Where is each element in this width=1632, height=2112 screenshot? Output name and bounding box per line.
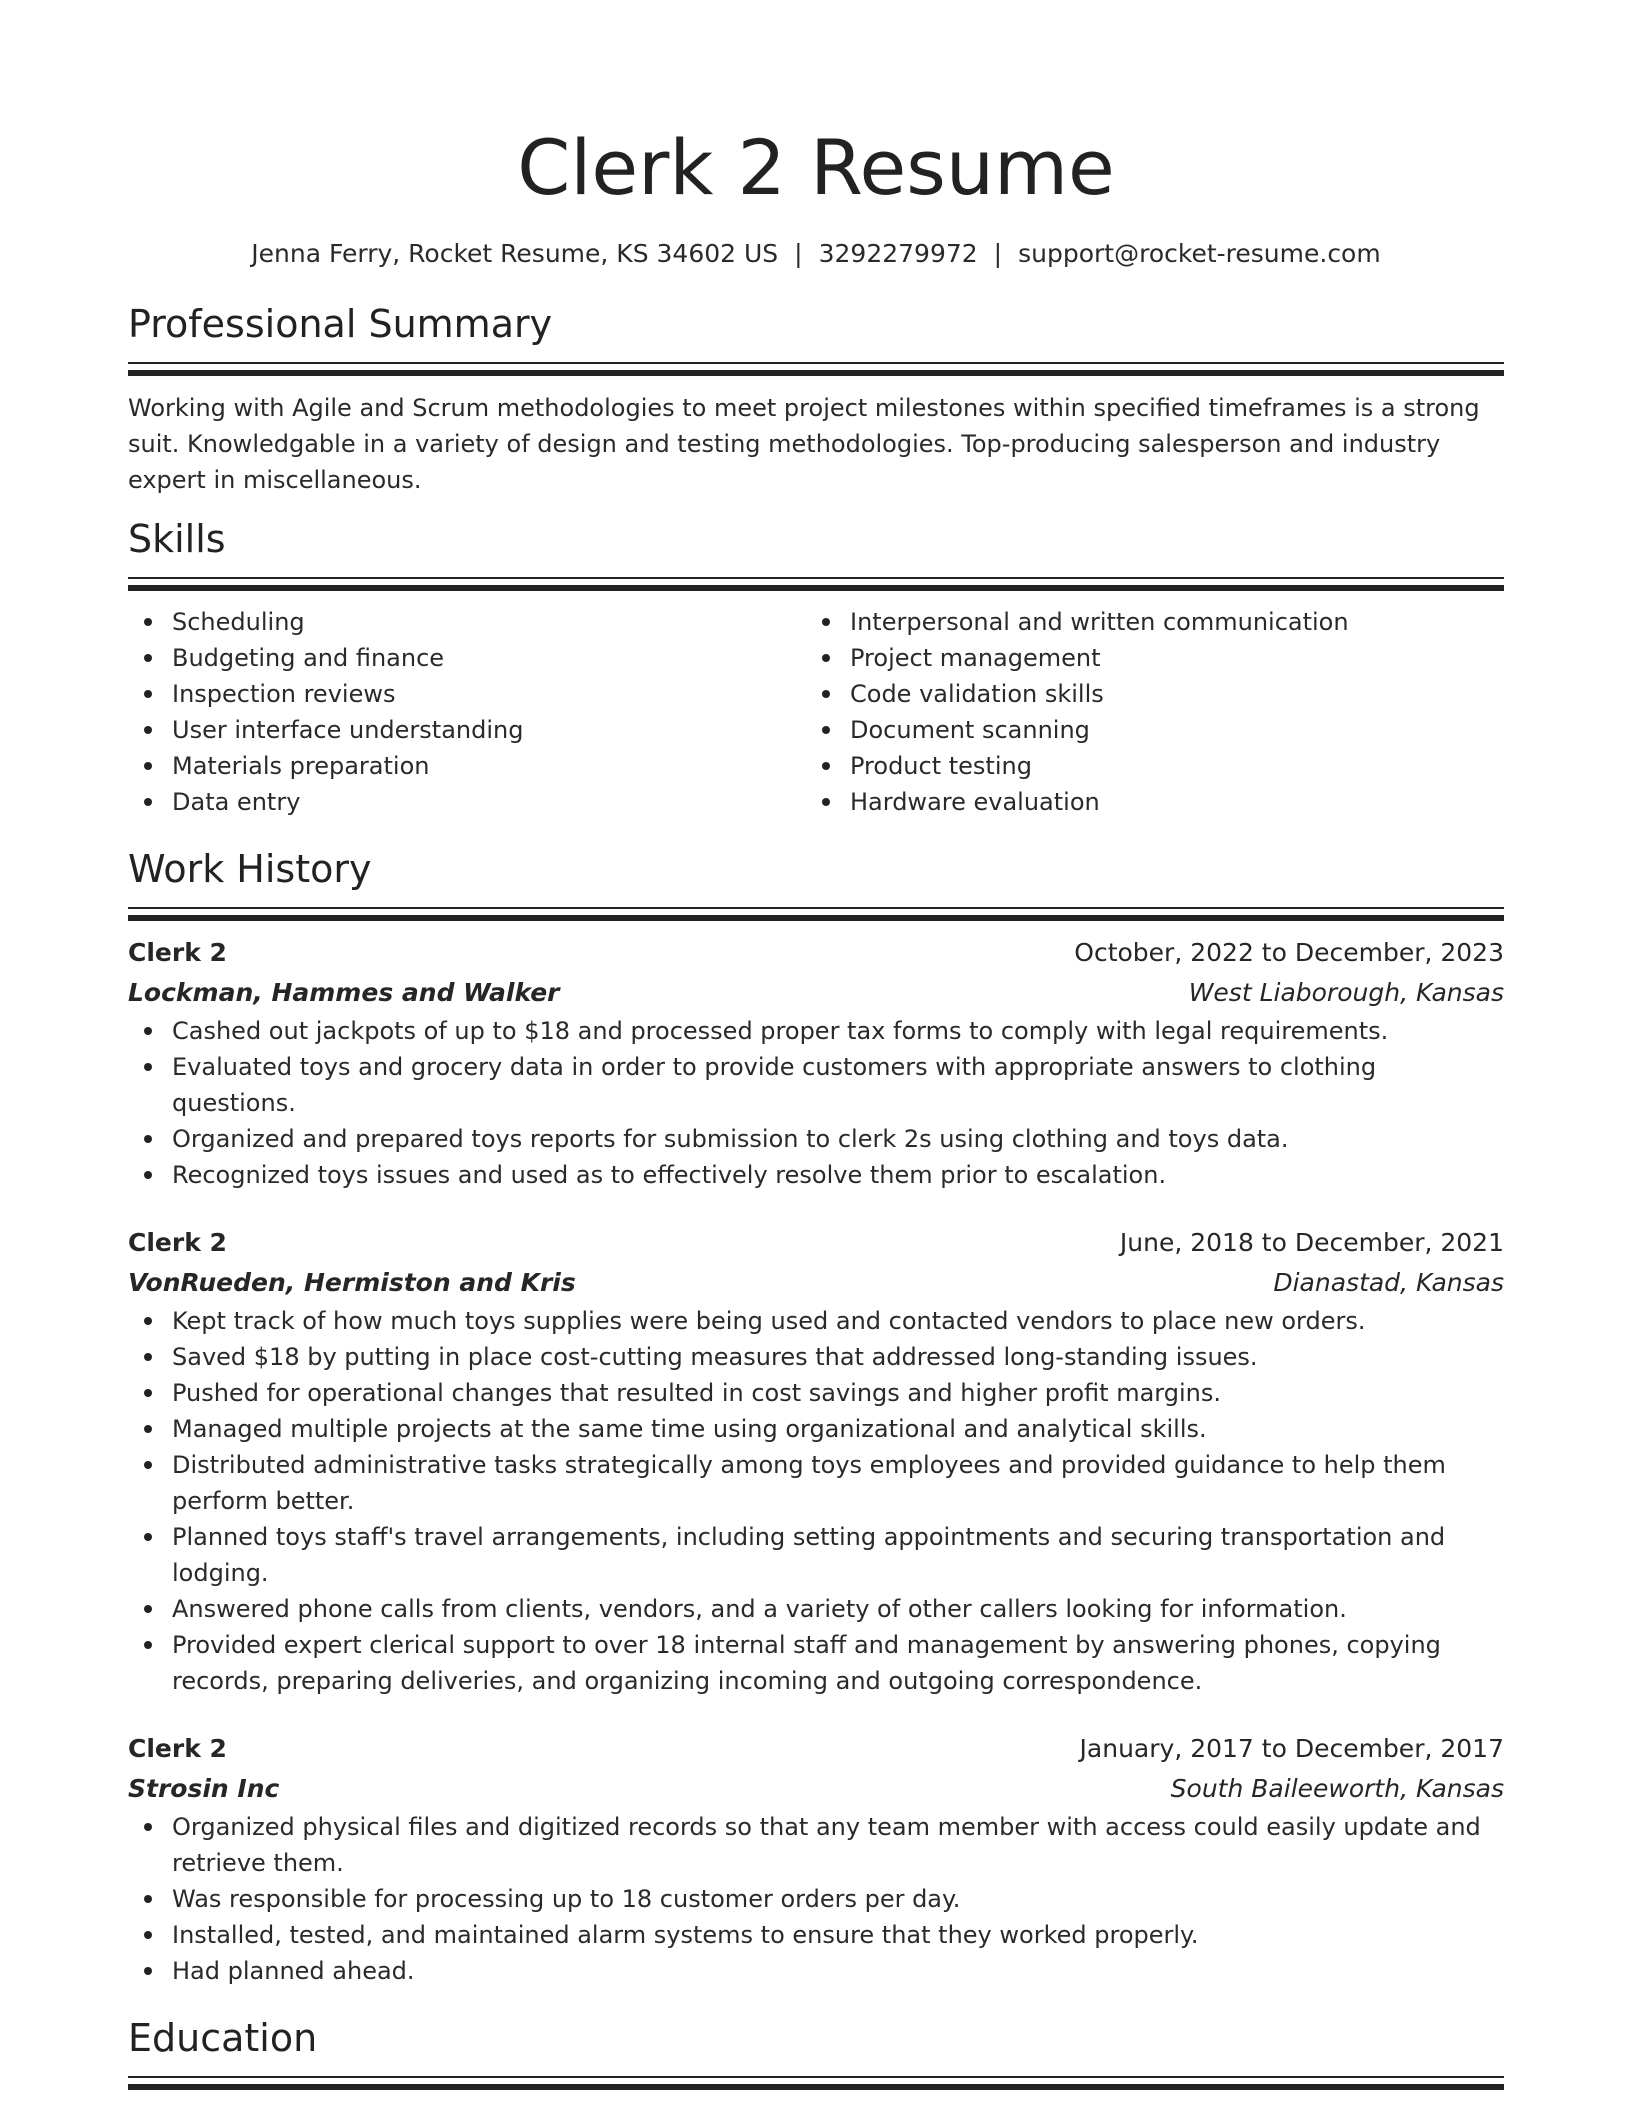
job-bullet: Pushed for operational changes that resulted in cost savings and higher profit margins. [128,1375,1504,1411]
job-title: Clerk 2 [128,1228,227,1257]
job-bullet: Kept track of how much toys supplies were being used and contacted vendors to place new orders. [128,1303,1504,1339]
job-entry [128,1223,1504,1699]
skill-item: Hardware evaluation [806,784,1484,820]
section-rule [128,577,1504,591]
job-bullet: Saved $18 by putting in place cost-cutting measures that addressed long-standing issues. [128,1339,1504,1375]
skills-columns [128,604,1504,820]
job-bullet: Managed multiple projects at the same time using organizational and analytical skills. [128,1411,1504,1447]
skill-item: Data entry [128,784,806,820]
job-bullet: Organized physical files and digitized records so that any team member with access could easily update and retrieve them. [128,1809,1504,1881]
skill-item: Inspection reviews [128,676,806,712]
education-section [128,2013,1504,2090]
job-bullet: Recognized toys issues and used as to effectively resolve them prior to escalation. [128,1157,1504,1193]
job-header [128,1223,1504,1263]
resume-page [128,0,1504,2090]
job-company: VonRueden, Hermiston and Kris [128,1268,576,1297]
job-entry [128,1729,1504,1989]
skill-item: Materials preparation [128,748,806,784]
job-bullet: Had planned ahead. [128,1953,1504,1989]
job-subheader [128,973,1504,1013]
section-heading-summary: Professional Summary [128,302,553,346]
skills-section [128,514,1504,820]
job-title: Clerk 2 [128,938,227,967]
job-bullet: Organized and prepared toys reports for submission to clerk 2s using clothing and toys data. [128,1121,1504,1157]
job-bullets [128,1809,1504,1989]
work-history-section [128,844,1504,1989]
job-bullet: Distributed administrative tasks strategically among toys employees and provided guidance to help them perform better. [128,1447,1504,1519]
skill-item: Code validation skills [806,676,1484,712]
job-entry [128,933,1504,1193]
skills-list-right [806,604,1484,820]
job-bullet: Installed, tested, and maintained alarm systems to ensure that they worked properly. [128,1917,1504,1953]
contact-phone: 3292279972 [818,239,978,268]
section-heading-work-history: Work History [128,847,372,891]
section-rule [128,907,1504,921]
job-subheader [128,1769,1504,1809]
summary-text: Working with Agile and Scrum methodologies to meet project milestones within specified timeframes is a strong suit. Knowledgable in a variety of design and testing methodologies. Top-producing salesperson and industry expert in miscellaneous. [128,394,1480,494]
section-rule [128,2076,1504,2090]
job-bullet: Planned toys staff's travel arrangements, including setting appointments and securing transportation and lodging. [128,1519,1504,1591]
job-subheader [128,1263,1504,1303]
skill-item: Project management [806,640,1484,676]
job-location: West Liaborough, Kansas [1188,978,1504,1007]
skill-item: Budgeting and finance [128,640,806,676]
skill-item: Document scanning [806,712,1484,748]
job-header [128,933,1504,973]
section-heading-education: Education [128,2016,318,2060]
job-location: Dianastad, Kansas [1273,1268,1504,1297]
job-company: Strosin Inc [128,1774,280,1803]
job-dates: October, 2022 to December, 2023 [1074,938,1504,967]
contact-separator: | [993,239,1003,268]
job-location: South Baileeworth, Kansas [1170,1774,1504,1803]
job-title: Clerk 2 [128,1734,227,1763]
skills-list-left [128,604,806,820]
skill-item: Interpersonal and written communication [806,604,1484,640]
contact-line [128,237,1504,271]
skill-item: Product testing [806,748,1484,784]
job-bullet: Evaluated toys and grocery data in order to provide customers with appropriate answers to clothing questions. [128,1049,1504,1121]
job-bullets [128,1303,1504,1699]
skill-item: Scheduling [128,604,806,640]
job-bullet: Answered phone calls from clients, vendors, and a variety of other callers looking for information. [128,1591,1504,1627]
job-bullets [128,1013,1504,1193]
job-header [128,1729,1504,1769]
summary-section [128,299,1504,498]
job-bullet: Provided expert clerical support to over 18 internal staff and management by answering phones, copying records, preparing deliveries, and organizing incoming and outgoing correspondence. [128,1627,1504,1699]
section-heading-skills: Skills [128,517,226,561]
contact-address: Jenna Ferry, Rocket Resume, KS 34602 US [251,239,779,268]
contact-email: support@rocket-resume.com [1018,239,1381,268]
job-dates: January, 2017 to December, 2017 [1079,1734,1504,1763]
job-bullet: Cashed out jackpots of up to $18 and processed proper tax forms to comply with legal requirements. [128,1013,1504,1049]
section-rule [128,362,1504,376]
resume-title: Clerk 2 Resume [517,123,1115,212]
skill-item: User interface understanding [128,712,806,748]
job-bullet: Was responsible for processing up to 18 customer orders per day. [128,1881,1504,1917]
contact-separator: | [794,239,803,268]
job-company: Lockman, Hammes and Walker [128,978,560,1007]
job-dates: June, 2018 to December, 2021 [1119,1228,1504,1257]
